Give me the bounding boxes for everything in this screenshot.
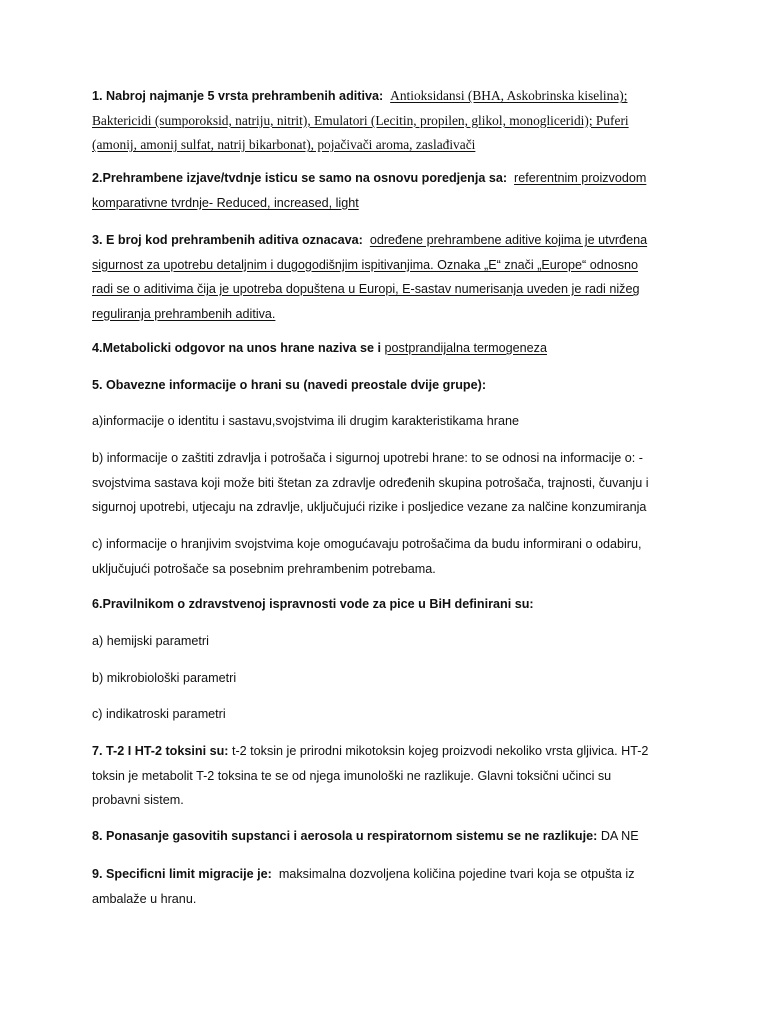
- question-7-answer-line-3: probavni sistem.: [92, 793, 184, 807]
- question-7-answer-line-1: t-2 toksin je prirodni mikotoksin kojeg proizvodi nekoliko vrsta gljivica. HT-2: [231, 744, 649, 758]
- question-5-c-line-1: c) informacije o hranjivim svojstvima koje omogućavaju potrošačima da budu informirani o odabiru,: [92, 537, 642, 551]
- question-4-answer: postprandijalna termogeneza: [384, 341, 547, 355]
- question-2-answer-line-1: referentnim proizvodom: [514, 171, 647, 185]
- question-6: [92, 592, 682, 617]
- question-1-answer-line-1: Antioksidansi (BHA, Askobrinska kiselina);: [390, 88, 628, 103]
- question-5-a-text: a)informacije o identitu i sastavu,svojstvima ili drugim karakteristikama hrane: [92, 414, 519, 428]
- question-3-text: 3. E broj kod prehrambenih aditiva oznacava:: [92, 233, 363, 247]
- question-6-text: 6.Pravilnikom o zdravstvenoj ispravnosti vode za pice u BiH definirani su:: [92, 597, 534, 611]
- question-5-option-c: [92, 532, 682, 581]
- question-6-option-a: [92, 629, 682, 654]
- question-7: [92, 739, 682, 813]
- question-5-option-a: [92, 409, 682, 434]
- question-8-answer: DA NE: [600, 829, 639, 843]
- question-1-answer-line-2: Baktericidi (sumporoksid, natriju, nitrit), Emulatori (Lecitin, propilen, glikol, monogliceridi); Puferi: [92, 112, 629, 128]
- question-2-text: 2.Prehrambene izjave/tvdnje isticu se samo na osnovu poredjenja sa:: [92, 171, 508, 185]
- question-3-answer-line-1: određene prehrambene aditive kojima je utvrđena: [369, 233, 648, 247]
- question-6-option-b: [92, 666, 682, 691]
- question-3-answer-line-3: radi se o aditivima čija je upotreba dopuštena u Europi, E-sastav numerisanja uveden je radi nižeg: [92, 282, 640, 296]
- question-6-c-text: c) indikatroski parametri: [92, 707, 226, 721]
- question-6-a-text: a) hemijski parametri: [92, 634, 209, 648]
- question-5: [92, 373, 682, 398]
- question-4: [92, 336, 682, 361]
- question-6-b-text: b) mikrobiološki parametri: [92, 671, 237, 685]
- question-5-c-line-2: uključujući potrošače sa posebnim prehrambenim potrebama.: [92, 561, 436, 576]
- question-7-answer-line-2: toksin je metabolit T-2 toksina te se od njega imunološki ne razlikuje. Glavni toksični učinci su: [92, 768, 612, 783]
- question-2: [92, 166, 682, 215]
- question-4-text: 4.Metabolicki odgovor na unos hrane naziva se i: [92, 341, 382, 355]
- question-5-b-line-1: b) informacije o zaštiti zdravlja i potrošača i sigurnoj upotrebi hrane: to se odnosi na informacije o: -: [92, 451, 643, 465]
- question-2-answer-line-2: komparativne tvrdnje- Reduced, increased, light: [92, 195, 359, 210]
- question-9-answer-line-1: maksimalna dozvoljena količina pojedine tvari koja se otpušta iz: [278, 867, 635, 881]
- question-5-b-line-3: sigurnoj upotrebi, utjecaju na zdravlje, uključujući rizike i posljedice vezane za nalčine konzumiranja: [92, 500, 647, 514]
- question-5-b-line-2: svojstvima sastava koji može biti štetan za zdravlje određenih skupina potrošača, trajnosti, čuvanju i: [92, 475, 649, 490]
- question-9: [92, 862, 682, 911]
- question-5-text: 5. Obavezne informacije o hrani su (navedi preostale dvije grupe):: [92, 378, 487, 392]
- question-8: [92, 824, 682, 849]
- question-8-text: 8. Ponasanje gasovitih supstanci i aerosola u respiratornom sistemu se ne razlikuje:: [92, 829, 598, 843]
- question-6-option-c: [92, 702, 682, 727]
- question-3-answer-line-4: reguliranja prehrambenih aditiva.: [92, 306, 276, 321]
- question-3: [92, 228, 682, 326]
- question-9-answer-line-2: ambalaže u hranu.: [92, 891, 197, 906]
- question-9-text: 9. Specificni limit migracije je:: [92, 867, 272, 881]
- question-1-text: 1. Nabroj najmanje 5 vrsta prehrambenih aditiva:: [92, 89, 384, 103]
- question-7-text: 7. T-2 I HT-2 toksini su:: [92, 744, 229, 758]
- question-5-option-b: [92, 446, 682, 520]
- question-1: [92, 84, 682, 158]
- question-1-answer-line-3: (amonij, amonij sulfat, natrij bikarbonat), pojačivači aroma, zaslađivači: [92, 137, 476, 152]
- question-3-answer-line-2: sigurnost za upotrebu detaljnim i dugogodišnjim ispitivanjima. Oznaka „E“ znači „Europe“ odnosno: [92, 257, 639, 272]
